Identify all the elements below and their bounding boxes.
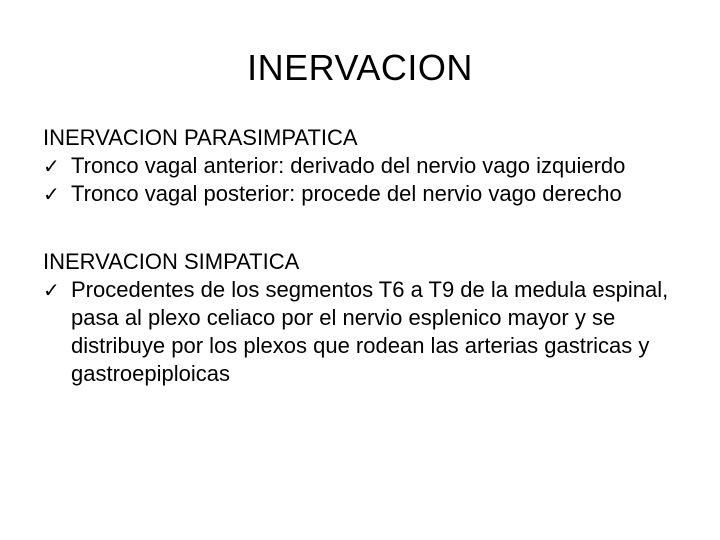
slide-body — [43, 124, 693, 388]
bullet-text: Procedentes de los segmentos T6 a T9 de la medula espinal, pasa al plexo celiaco por el nervio esplenico mayor y se distribuye por los plexos que rodean las arterias gastricas y gastroepiploicas — [71, 277, 669, 386]
section-heading: INERVACION PARASIMPATICA — [43, 125, 358, 150]
list-item — [43, 180, 693, 208]
bullet-list — [43, 152, 693, 208]
slide-title: INERVACION — [247, 47, 473, 88]
section-simpatica — [43, 248, 693, 388]
checkmark-icon: ✓ — [43, 278, 60, 302]
section-heading: INERVACION SIMPATICA — [43, 249, 300, 274]
section-spacer — [43, 208, 693, 248]
bullet-text: Tronco vagal posterior: procede del nervio vago derecho — [71, 181, 622, 206]
checkmark-icon: ✓ — [43, 154, 60, 178]
list-item — [43, 152, 693, 180]
bullet-text: Tronco vagal anterior: derivado del nervio vago izquierdo — [71, 153, 626, 178]
list-item — [43, 276, 693, 388]
bullet-list — [43, 276, 693, 388]
section-parasimpatica — [43, 124, 693, 208]
checkmark-icon: ✓ — [43, 182, 60, 206]
